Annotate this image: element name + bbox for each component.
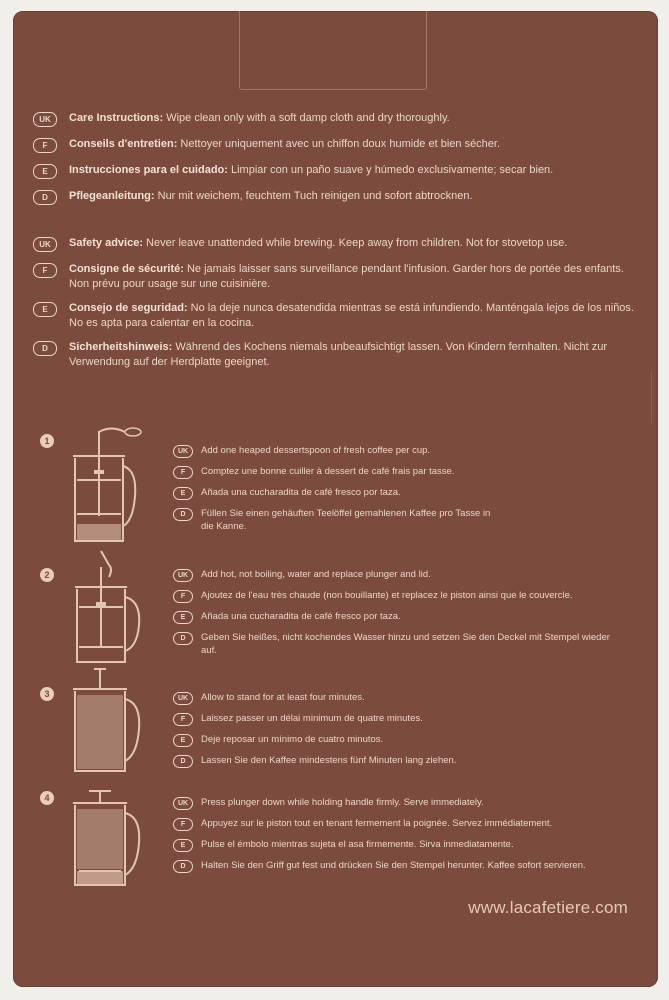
language-badge: UK xyxy=(173,692,193,705)
care-heading: Care Instructions: xyxy=(69,112,164,124)
care-text: Nur mit weichem, feuchtem Tuch reinigen und sofort abtrocknen. xyxy=(154,190,473,202)
website-url[interactable]: www.lacafetiere.com xyxy=(468,898,628,917)
care-text: Wipe clean only with a soft damp cloth and dry thoroughly. xyxy=(163,112,450,124)
cafetiere-spoon-icon xyxy=(65,426,145,546)
instruction-text: Halten Sie den Griff gut fest und drücken Sie den Stempel herunter. Kaffee sofort servieren. xyxy=(201,860,586,871)
language-badge: F xyxy=(33,138,57,153)
language-badge: UK xyxy=(33,112,57,127)
care-text: Nettoyer uniquement avec un chiffon doux humide et bien sécher. xyxy=(177,138,501,150)
safety-text: Never leave unattended while brewing. Keep away from children. Not for stovetop use. xyxy=(142,237,568,249)
language-badge: UK xyxy=(173,445,193,458)
top-tab-cutout xyxy=(239,11,427,90)
instruction-text: Ajoutez de l'eau très chaude (non bouillante) et replacez le piston ainsi que le couvercle. xyxy=(201,590,573,601)
language-badge: F xyxy=(173,590,193,603)
cafetiere-brewing-icon xyxy=(65,667,155,777)
instruction-text: Deje reposar un mínimo de cuatro minutos. xyxy=(201,734,384,745)
step-number: 1 xyxy=(40,434,54,448)
safety-row-f xyxy=(33,262,638,292)
step-1-instructions xyxy=(173,444,643,533)
care-row-f xyxy=(33,137,638,152)
language-badge: F xyxy=(33,263,57,278)
instruction-card xyxy=(13,11,658,987)
language-badge: F xyxy=(173,713,193,726)
safety-section xyxy=(33,236,638,370)
language-badge: E xyxy=(173,839,193,852)
care-row-d xyxy=(33,189,638,204)
safety-row-uk xyxy=(33,236,638,251)
safety-heading: Consigne de sécurité: xyxy=(69,263,184,275)
care-row-e xyxy=(33,163,638,178)
language-badge: D xyxy=(173,632,193,645)
safety-heading: Sicherheitshinweis: xyxy=(69,341,173,353)
language-badge: E xyxy=(33,164,57,179)
language-badge: D xyxy=(173,860,193,873)
language-badge: E xyxy=(173,611,193,624)
cafetiere-kettle-icon xyxy=(65,547,155,667)
instruction-text: Geben Sie heißes, nicht kochendes Wasser hinzu und setzen Sie den Deckel mit Stempel wieder auf. xyxy=(201,632,610,656)
step-number: 3 xyxy=(40,687,54,701)
care-heading: Instrucciones para el cuidado: xyxy=(69,164,228,176)
safety-row-e xyxy=(33,301,638,331)
safety-row-d xyxy=(33,340,638,370)
step-4-instructions xyxy=(173,796,643,872)
language-badge: UK xyxy=(173,569,193,582)
instruction-text: Press plunger down while holding handle firmly. Serve immediately. xyxy=(201,797,484,808)
instruction-text: Pulse el émbolo mientras sujeta el asa firmemente. Sirva inmediatamente. xyxy=(201,839,514,850)
language-badge: D xyxy=(173,508,193,521)
language-badge: D xyxy=(33,341,57,356)
language-badge: D xyxy=(33,190,57,205)
care-heading: Conseils d'entretien: xyxy=(69,138,178,150)
instruction-text: Füllen Sie einen gehäuften Teelöffel gemahlenen Kaffee pro Tasse in die Kanne. xyxy=(201,508,491,532)
language-badge: E xyxy=(33,302,57,317)
safety-text: No la deje nunca desatendida mientras se está infundiendo. Manténgala lejos de los niños. No es apta para calentar en la cocina. xyxy=(69,302,634,329)
care-text: Limpiar con un paño suave y húmedo exclusivamente; secar bien. xyxy=(227,164,554,176)
step-3-instructions xyxy=(173,691,643,767)
instruction-text: Comptez une bonne cuiller à dessert de café frais par tasse. xyxy=(201,466,455,477)
instruction-text: Laissez passer un délai minimum de quatre minutes. xyxy=(201,713,423,724)
safety-text: Während des Kochens niemals unbeaufsichtigt lassen. Von Kindern fernhalten. Nicht zur Verwendung auf der Herdplatte geeignet. xyxy=(69,341,608,368)
step-2-instructions xyxy=(173,568,643,657)
language-badge: UK xyxy=(173,797,193,810)
step-number: 2 xyxy=(40,568,54,582)
cafetiere-press-icon xyxy=(65,781,155,891)
side-notch xyxy=(651,371,658,423)
care-section xyxy=(33,111,638,204)
safety-heading: Safety advice: xyxy=(69,237,143,249)
step-number: 4 xyxy=(40,791,54,805)
language-badge: UK xyxy=(33,237,57,252)
instruction-text: Add one heaped dessertspoon of fresh coffee per cup. xyxy=(201,445,431,456)
instruction-text: Appuyez sur le piston tout en tenant fermement la poignée. Servez immédiatement. xyxy=(201,818,553,829)
instruction-text: Añada una cucharadita de café fresco por taza. xyxy=(201,487,401,498)
safety-heading: Consejo de seguridad: xyxy=(69,302,188,314)
instruction-text: Lassen Sie den Kaffee mindestens fünf Minuten lang ziehen. xyxy=(201,755,457,766)
care-row-uk xyxy=(33,111,638,126)
care-heading: Pflegeanleitung: xyxy=(69,190,155,202)
safety-text: Ne jamais laisser sans surveillance pendant l'infusion. Garder hors de portée des enfants. Non prévu pour usage sur une cuisinière. xyxy=(69,263,624,290)
language-badge: E xyxy=(173,487,193,500)
instruction-text: Añada una cucharadita de café fresco por taza. xyxy=(201,611,401,622)
instruction-text: Allow to stand for at least four minutes. xyxy=(201,692,365,703)
language-badge: D xyxy=(173,755,193,768)
language-badge: E xyxy=(173,734,193,747)
language-badge: F xyxy=(173,818,193,831)
language-badge: F xyxy=(173,466,193,479)
instruction-text: Add hot, not boiling, water and replace plunger and lid. xyxy=(201,569,431,580)
